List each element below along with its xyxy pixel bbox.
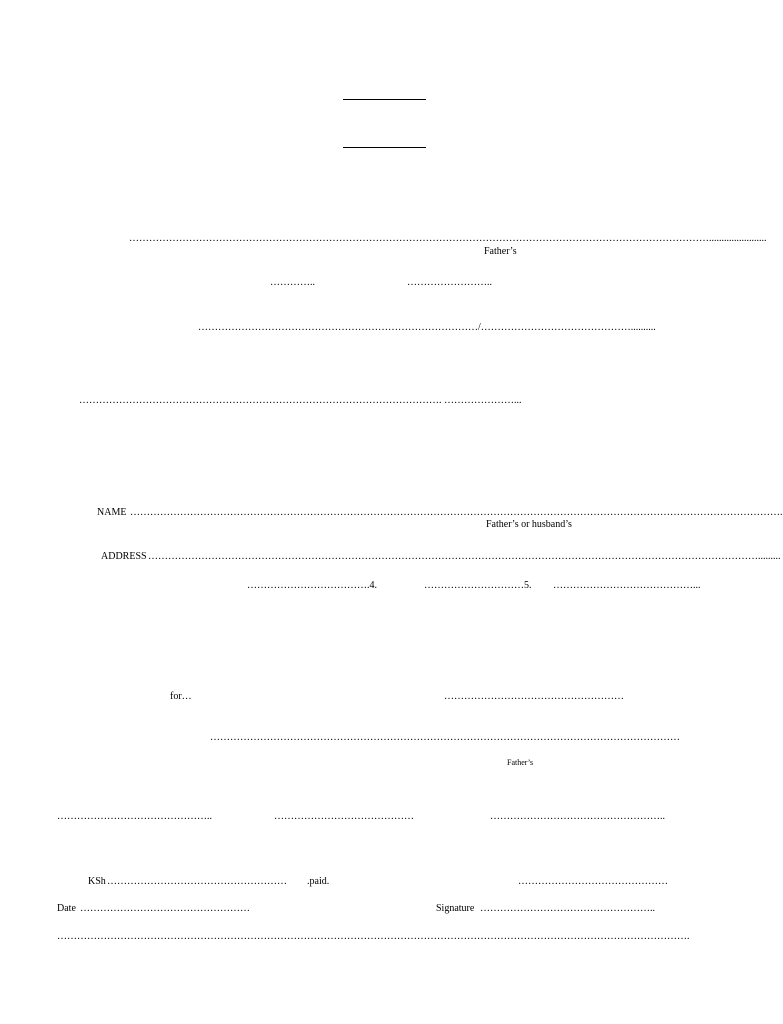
fill-line-2a: ………….. xyxy=(270,277,315,288)
fill-line-1: …………………………………………………………………………………………………………………………………………………………....................... xyxy=(129,233,767,244)
last-fill-line: ………………………………………………………………………………………………………………………………………………………………………. xyxy=(57,931,690,942)
name-label: NAME xyxy=(97,507,127,518)
fill-line-item-b: …………………………5. xyxy=(424,580,532,591)
fill-line-item-a: ……………………………….4. xyxy=(247,580,377,591)
paid-label: .paid. xyxy=(307,876,330,887)
triple-line-b: …………………………………… xyxy=(274,811,414,822)
fathers-or-husbands-label: Father’s or husband’s xyxy=(486,519,572,530)
fill-line-2b: …………………….. xyxy=(407,277,492,288)
for-right-line: ……………………………………………… xyxy=(444,691,624,702)
long-fill-line: …………………………………………………………………………………………………………………………… xyxy=(210,732,680,743)
address-field[interactable]: …………………………………………………………………………………………………………………………………………………………………......... xyxy=(148,551,781,562)
ksh-label: KSh xyxy=(88,876,106,887)
triple-line-c: …………………………………………….. xyxy=(490,811,665,822)
address-label: ADDRESS xyxy=(101,551,147,562)
fathers-small-label: Father’s xyxy=(507,758,534,767)
date-label: Date xyxy=(57,903,76,914)
name-field[interactable]: ……………………………………………………………………………………………………………………………………………………………………………. xyxy=(130,507,783,518)
date-field[interactable]: …………………………………………… xyxy=(80,903,250,914)
fill-line-4: ………………………………………………………………………………………………. …………………... xyxy=(79,395,522,406)
fill-line-item-c: ……………………………………... xyxy=(553,580,701,591)
signature-field[interactable]: …………………………………………….. xyxy=(480,903,655,914)
fathers-label: Father’s xyxy=(484,246,517,257)
ksh-amount-field[interactable]: ……………………………………………… xyxy=(107,876,287,887)
ksh-right-line: ……………………………………… xyxy=(518,876,668,887)
header-rule-bottom xyxy=(343,147,426,148)
fill-line-3: …………………………………………………………………………/……………………………………….......... xyxy=(198,322,656,333)
signature-label: Signature xyxy=(436,903,475,914)
for-label: for… xyxy=(170,691,192,702)
header-rule-top xyxy=(343,99,426,100)
triple-line-a: ……………………………………….. xyxy=(57,811,212,822)
